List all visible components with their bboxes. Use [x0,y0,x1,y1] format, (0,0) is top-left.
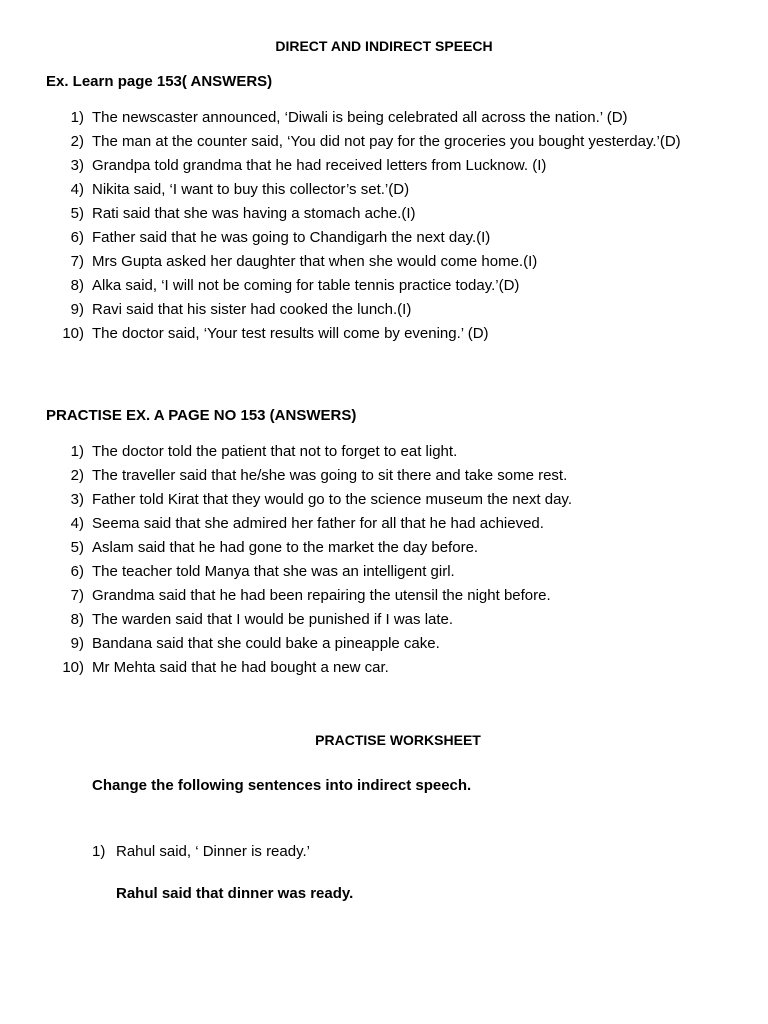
item-text: The traveller said that he/she was going to sit there and take some rest. [92,467,568,484]
item-text: The warden said that I would be punished if I was late. [92,611,454,628]
item-text: The newscaster announced, ‘Diwali is being celebrated all across the nation.’ (D) [92,109,628,126]
item-text: Bandana said that she could bake a pineapple cake. [92,635,440,652]
list-item [0,560,712,584]
item-text: Father told Kirat that they would go to the science museum the next day. [92,491,572,508]
item-text: Mrs Gupta asked her daughter that when she would come home.(I) [92,253,538,270]
item-number: 7) [70,253,84,270]
section-heading-practise: PRACTISE EX. A PAGE NO 153 (ANSWERS) [46,407,357,424]
item-text: Father said that he was going to Chandigarh the next day.(I) [92,229,491,246]
item-number: 5) [70,539,84,556]
item-number: 6) [70,229,84,246]
answers-list-practise [0,440,712,680]
item-number: 8) [70,277,84,294]
list-item [0,584,712,608]
item-number: 5) [70,205,84,222]
list-item [0,298,712,322]
item-number: 3) [70,491,84,508]
item-number: 9) [70,301,84,318]
item-number: 10) [62,325,84,342]
list-item [0,154,712,178]
item-text: Seema said that she admired her father for all that he had achieved. [92,515,544,532]
item-number: 10) [62,659,84,676]
item-text: Grandma said that he had been repairing the utensil the night before. [92,587,551,604]
item-text: Rati said that she was having a stomach ache.(I) [92,205,416,222]
item-text: Nikita said, ‘I want to buy this collector’s set.’(D) [92,181,410,198]
list-item [0,632,712,656]
item-number: 4) [70,181,84,198]
list-item [0,536,712,560]
item-number: 2) [70,467,84,484]
item-number: 3) [70,157,84,174]
list-item [0,250,712,274]
section-heading-learn: Ex. Learn page 153( ANSWERS) [46,73,273,90]
item-number: 1) [70,109,84,126]
list-item [0,656,712,680]
item-text: Mr Mehta said that he had bought a new car. [92,659,389,676]
list-item [0,226,712,250]
worksheet-instruction: Change the following sentences into indirect speech. [92,777,472,794]
item-text: Ravi said that his sister had cooked the lunch.(I) [92,301,412,318]
item-number: 2) [70,133,84,150]
worksheet-answer: Rahul said that dinner was ready. [116,885,354,902]
item-number: 9) [70,635,84,652]
item-number: 7) [70,587,84,604]
list-item [0,440,712,464]
list-item [0,464,712,488]
item-text: The teacher told Manya that she was an intelligent girl. [92,563,455,580]
list-item [0,274,712,298]
question-text: Rahul said, ‘ Dinner is ready.’ [116,843,310,860]
item-number: 4) [70,515,84,532]
answers-list-learn [0,106,712,346]
page-title: DIRECT AND INDIRECT SPEECH [275,38,493,54]
worksheet-question [92,840,310,864]
list-item [0,130,712,154]
item-text: Alka said, ‘I will not be coming for table tennis practice today.’(D) [92,277,520,294]
question-number: 1) [92,843,106,860]
item-number: 1) [70,443,84,460]
list-item [0,488,712,512]
item-number: 6) [70,563,84,580]
worksheet-title: PRACTISE WORKSHEET [315,732,481,748]
item-text: Grandpa told grandma that he had received letters from Lucknow. (I) [92,157,547,174]
list-item [0,178,712,202]
item-text: The man at the counter said, ‘You did not pay for the groceries you bought yesterday.’(D) [92,133,681,150]
list-item [0,322,712,346]
item-text: Aslam said that he had gone to the market the day before. [92,539,479,556]
item-number: 8) [70,611,84,628]
list-item [0,202,712,226]
item-text: The doctor told the patient that not to forget to eat light. [92,443,458,460]
list-item [0,512,712,536]
list-item [0,106,712,130]
item-text: The doctor said, ‘Your test results will come by evening.’ (D) [92,325,489,342]
list-item [0,608,712,632]
